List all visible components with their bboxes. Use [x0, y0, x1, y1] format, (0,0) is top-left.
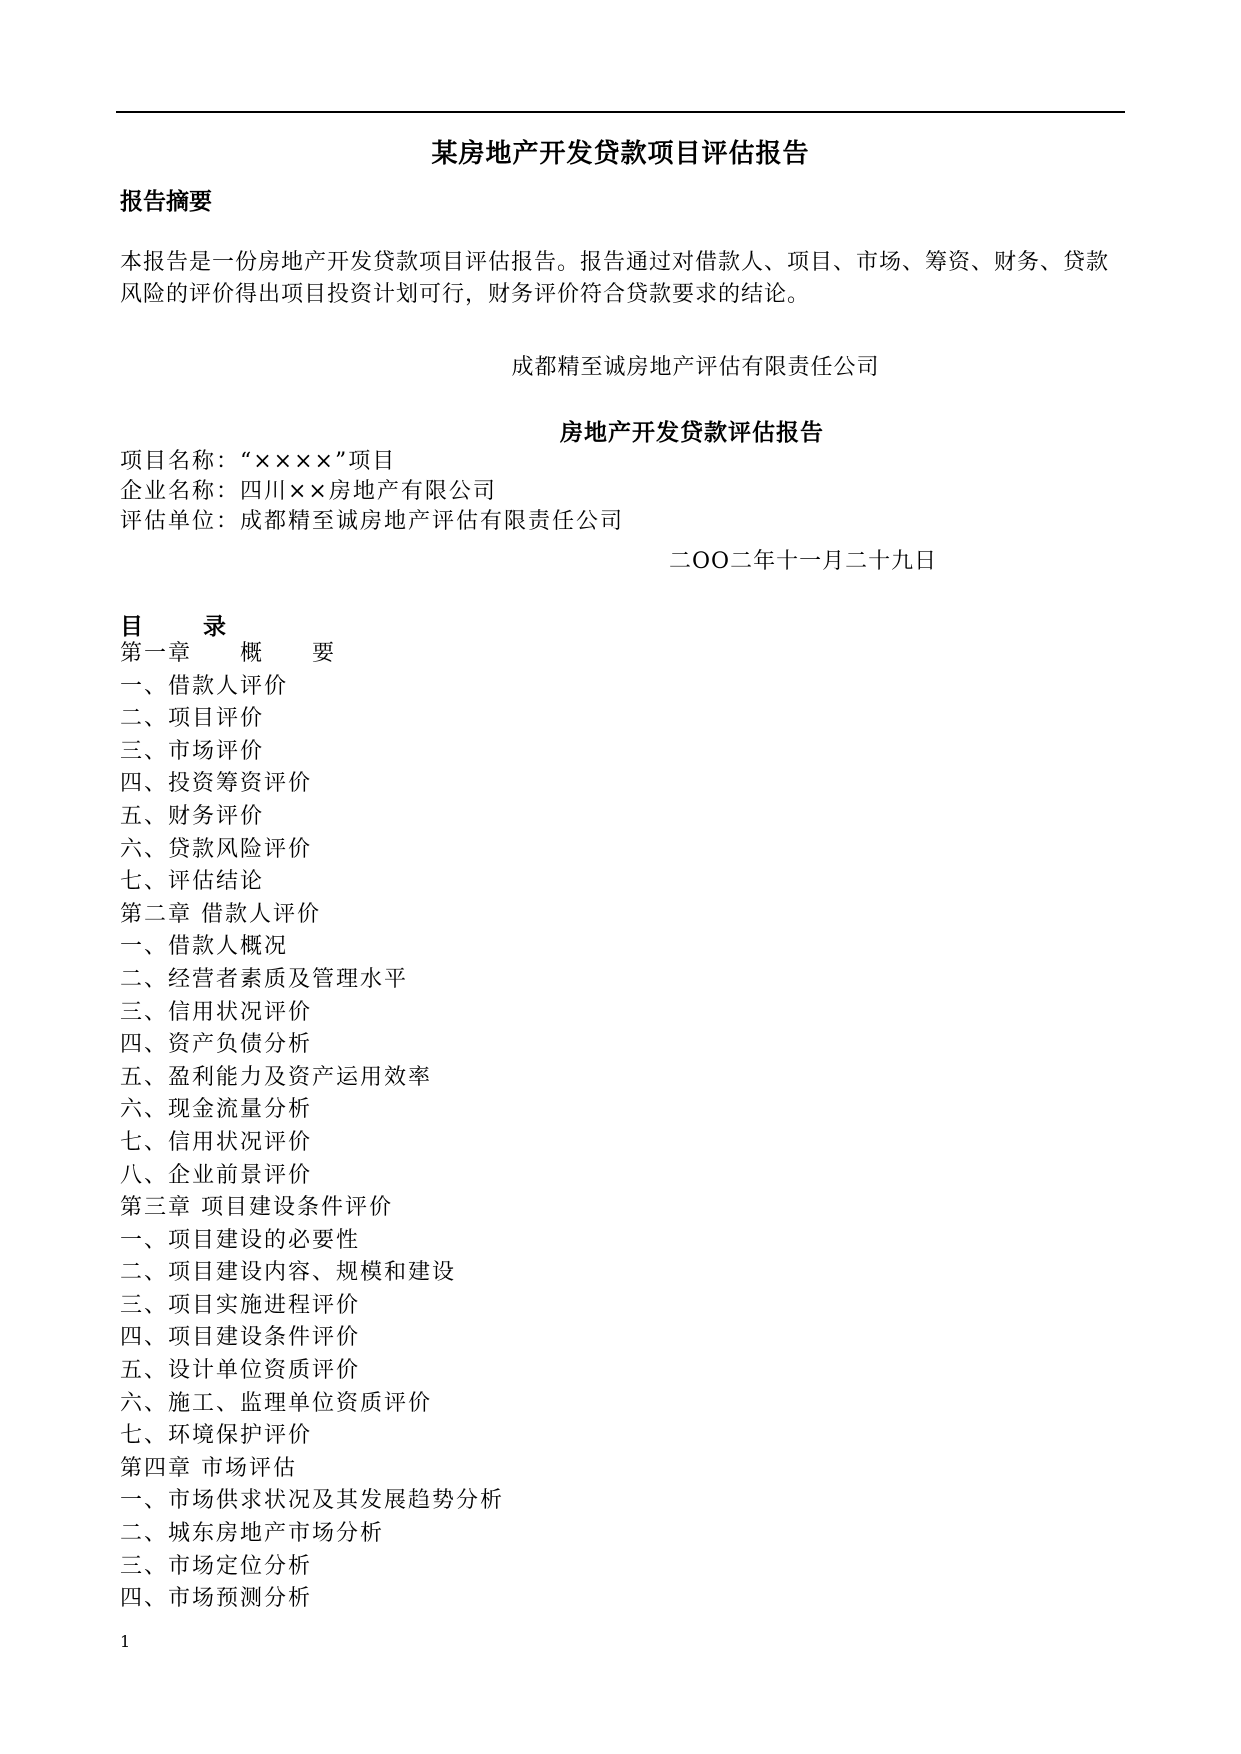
toc-item: 七、环境保护评价: [120, 1423, 313, 1449]
report-date: 二OO二年十一月二十九日: [669, 549, 938, 574]
toc-item: 第四章 市场评估: [120, 1455, 297, 1481]
toc-item: 一、市场供求状况及其发展趋势分析: [120, 1488, 505, 1514]
header-rule: [116, 111, 1125, 113]
toc-item: 二、城东房地产市场分析: [120, 1521, 385, 1547]
toc-item: 第二章 借款人评价: [120, 901, 321, 927]
toc-item: 四、投资筹资评价: [120, 771, 313, 797]
toc-heading-part2: 录: [203, 613, 226, 640]
page-number: 1: [120, 1632, 131, 1651]
toc-heading: [120, 608, 226, 641]
summary-heading: 报告摘要: [120, 188, 212, 215]
toc-item: 一、借款人概况: [120, 934, 289, 960]
document-title: 某房地产开发贷款项目评估报告: [431, 139, 810, 169]
company-name: 成都精至诚房地产评估有限责任公司: [511, 355, 880, 380]
toc-item: 五、盈利能力及资产运用效率: [120, 1064, 433, 1090]
toc-item: 八、企业前景评价: [120, 1162, 313, 1188]
toc-item: 六、现金流量分析: [120, 1097, 313, 1123]
toc-item: 三、项目实施进程评价: [120, 1292, 361, 1318]
toc-item: 六、贷款风险评价: [120, 836, 313, 862]
toc-item: 七、评估结论: [120, 869, 265, 895]
toc-item: 四、项目建设条件评价: [120, 1325, 361, 1351]
toc-item: 四、资产负债分析: [120, 1032, 313, 1058]
toc-item: 三、市场评价: [120, 738, 265, 764]
enterprise-name-line: 企业名称：四川××房地产有限公司: [120, 479, 497, 504]
toc-item: 七、信用状况评价: [120, 1129, 313, 1155]
toc-item: 第一章 概 要: [120, 641, 337, 666]
report-subtitle: 房地产开发贷款评估报告: [560, 419, 824, 446]
toc-item: 一、借款人评价: [120, 673, 289, 699]
toc-item: 三、信用状况评价: [120, 999, 313, 1025]
toc-item: 五、财务评价: [120, 803, 265, 829]
toc-item: 二、经营者素质及管理水平: [120, 966, 409, 992]
toc-item: 二、项目评价: [120, 706, 265, 732]
assessor-line: 评估单位：成都精至诚房地产评估有限责任公司: [120, 509, 625, 534]
toc-item: 三、市场定位分析: [120, 1553, 313, 1579]
toc-item: 六、施工、监理单位资质评价: [120, 1390, 433, 1416]
table-of-contents: [120, 638, 504, 1616]
toc-item: 二、项目建设内容、规模和建设: [120, 1260, 457, 1286]
toc-item: 第三章 项目建设条件评价: [120, 1195, 393, 1221]
summary-paragraph: 本报告是一份房地产开发贷款项目评估报告。报告通过对借款人、项目、市场、筹资、财务、贷款风险的评价得出项目投资计划可行，财务评价符合贷款要求的结论。: [120, 250, 1110, 307]
project-name-line: 项目名称：“××××”项目: [120, 449, 397, 474]
toc-heading-part1: 目: [120, 613, 143, 640]
toc-item: 一、项目建设的必要性: [120, 1227, 361, 1253]
toc-item: 五、设计单位资质评价: [120, 1358, 361, 1384]
toc-item: 四、市场预测分析: [120, 1586, 313, 1612]
